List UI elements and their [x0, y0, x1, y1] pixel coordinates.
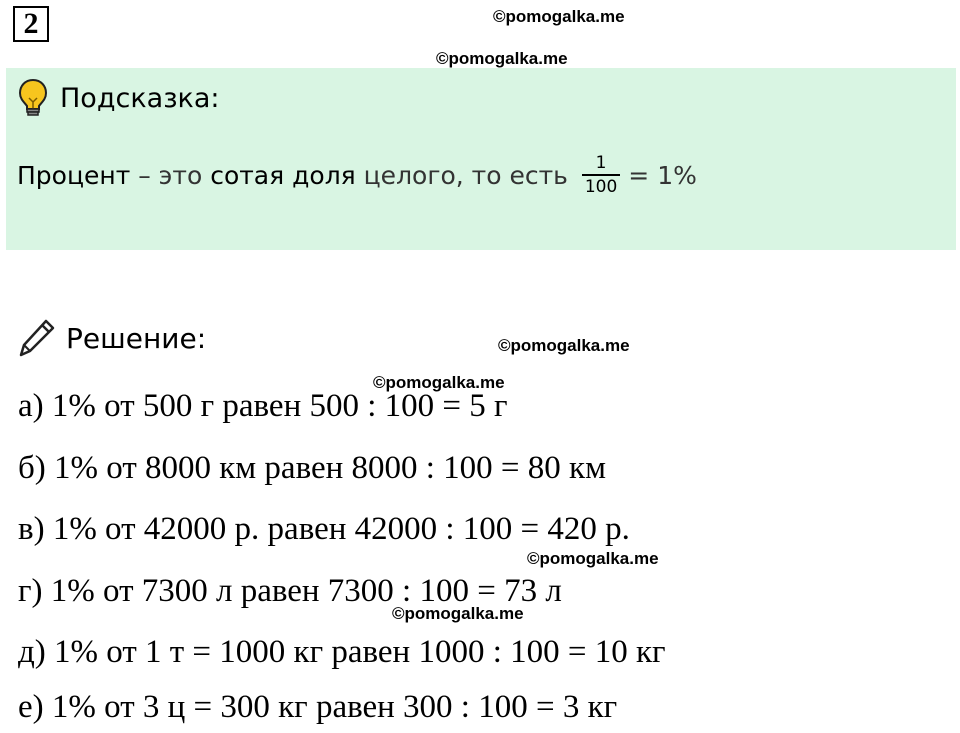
- solution-header: [18, 318, 206, 358]
- pencil-icon: [18, 318, 56, 358]
- hint-dash-text: – это: [130, 160, 211, 190]
- fraction-denominator: 100: [584, 177, 618, 197]
- watermark: ©pomogalka.me: [373, 373, 505, 392]
- watermark: ©pomogalka.me: [392, 604, 524, 623]
- hint-rest: целого, то есть: [355, 160, 576, 190]
- task-number: 2: [13, 6, 49, 42]
- hint-header: [18, 78, 220, 118]
- watermark: ©pomogalka.me: [527, 549, 659, 568]
- hint-term: Процент: [17, 160, 131, 190]
- watermark: ©pomogalka.me: [493, 7, 625, 26]
- solution-line: д) 1% от 1 т = 1000 кг равен 1000 : 100 = 10 кг: [18, 634, 666, 670]
- hint-emphasis: сотая доля: [210, 160, 356, 190]
- solution-line: а) 1% от 500 г равен 500 : 100 = 5 г: [18, 388, 508, 424]
- solution-line: е) 1% от 3 ц = 300 кг равен 300 : 100 = 3 кг: [18, 689, 618, 725]
- lightbulb-icon: [18, 78, 48, 118]
- watermark: ©pomogalka.me: [436, 49, 568, 68]
- solution-title: Решение:: [66, 321, 207, 355]
- watermark: ©pomogalka.me: [498, 336, 630, 355]
- hint-result: = 1%: [628, 160, 697, 190]
- solution-line: в) 1% от 42000 р. равен 42000 : 100 = 420 р.: [18, 511, 630, 547]
- solution-line: г) 1% от 7300 л равен 7300 : 100 = 73 л: [18, 573, 562, 609]
- hint-text: [17, 140, 697, 210]
- hint-title: Подсказка:: [60, 82, 220, 114]
- solution-line: б) 1% от 8000 км равен 8000 : 100 = 80 км: [18, 450, 606, 486]
- fraction: [582, 152, 620, 198]
- fraction-numerator: 1: [595, 153, 607, 173]
